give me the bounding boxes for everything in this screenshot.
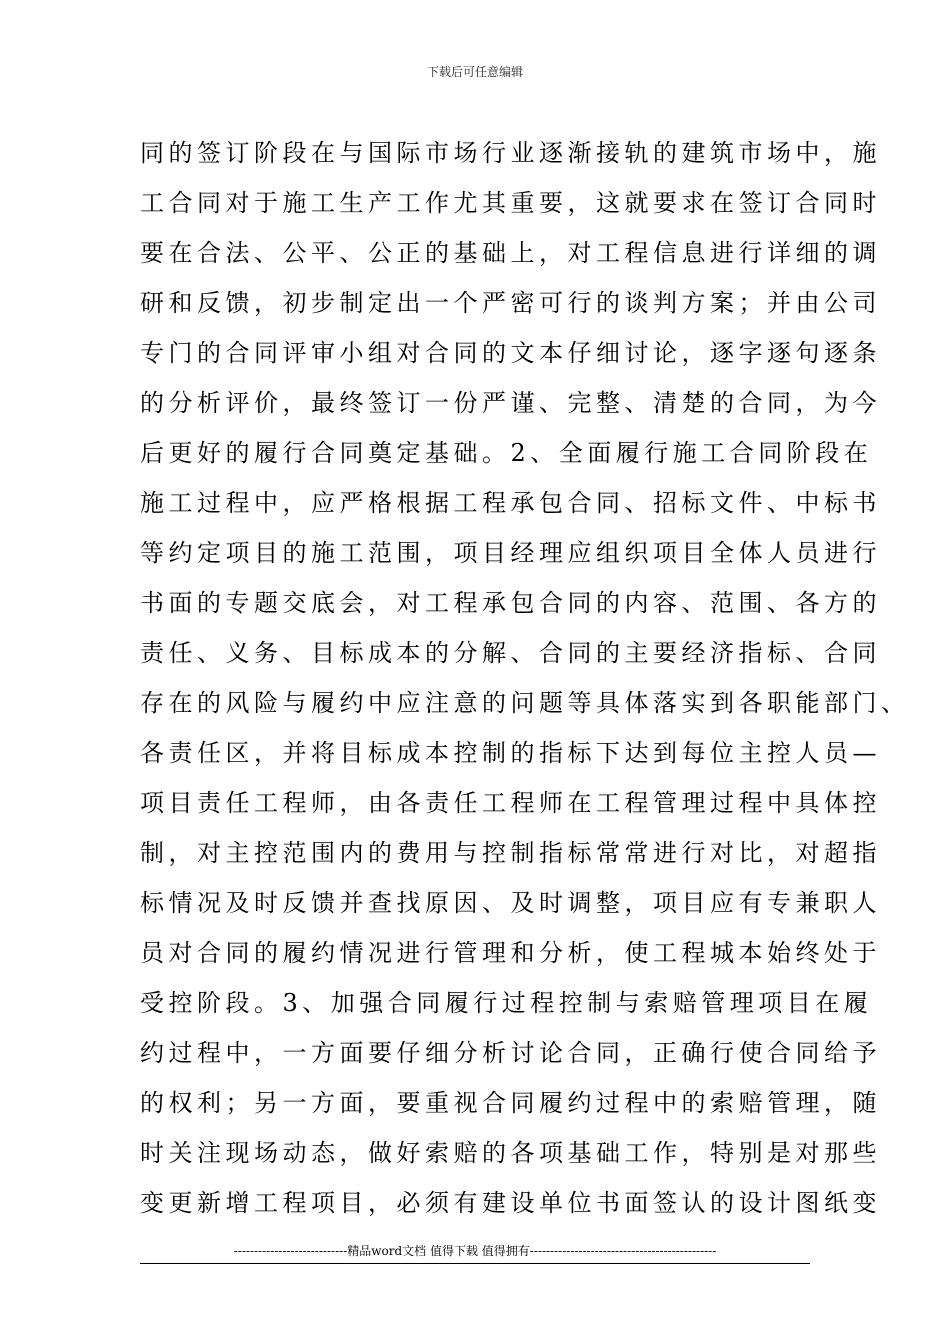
text-line-15: 制，对主控范围内的费用与控制指标常常进行对比，对超指 [140,839,881,867]
page-footer: ----------------------------精品word文档 值得下载 值得拥有---------------------------------------------- [233,1244,717,1258]
text-line-21: 时关注现场动态，做好索赔的各项基础工作，特别是对那些 [140,1139,881,1167]
text-line-14: 项目责任工程师，由各责任工程师在工程管理过程中具体控 [140,789,881,817]
text-line-19: 约过程中，一方面要仔细分析讨论合同，正确行使合同给予 [140,1039,881,1067]
text-line-16: 标情况及时反馈并查找原因、及时调整，项目应有专兼职人 [140,889,881,917]
page-header: 下载后可任意编辑 [426,65,523,79]
text-line-11: 责任、义务、目标成本的分解、合同的主要经济指标、合同 [140,639,881,667]
footer-rule [140,1263,810,1264]
text-line-2: 工合同对于施工生产工作尤其重要，这就要求在签订合同时 [140,189,881,217]
text-line-4: 研和反馈，初步制定出一个严密可行的谈判方案；并由公司 [140,289,881,317]
body-text [140,128,910,1228]
text-line-22: 变更新增工程项目，必须有建设单位书面签认的设计图纸变 [140,1189,881,1217]
text-line-8: 施工过程中，应严格根据工程承包合同、招标文件、中标书 [140,489,881,517]
text-line-20: 的权利；另一方面，要重视合同履约过程中的索赔管理，随 [140,1089,881,1117]
text-line-13: 各责任区，并将目标成本控制的指标下达到每位主控人员— [140,739,881,767]
text-line-10: 书面的专题交底会，对工程承包合同的内容、范围、各方的 [140,589,881,617]
text-line-1: 同的签订阶段在与国际市场行业逐渐接轨的建筑市场中，施 [140,139,881,167]
text-line-17: 员对合同的履约情况进行管理和分析，使工程城本始终处于 [140,939,881,967]
text-line-5: 专门的合同评审小组对合同的文本仔细讨论，逐字逐句逐条 [140,339,881,367]
text-line-3: 要在合法、公平、公正的基础上，对工程信息进行详细的调 [140,239,881,267]
text-line-18: 受控阶段。3、加强合同履行过程控制与索赔管理项目在履 [140,989,873,1017]
text-line-6: 的分析评价，最终签订一份严谨、完整、清楚的合同，为今 [140,389,881,417]
text-line-9: 等约定项目的施工范围，项目经理应组织项目全体人员进行 [140,539,881,567]
text-line-12: 存在的风险与履约中应注意的问题等具体落实到各职能部门、 [140,689,910,717]
text-line-7: 后更好的履行合同奠定基础。2、全面履行施工合同阶段在 [140,439,873,467]
